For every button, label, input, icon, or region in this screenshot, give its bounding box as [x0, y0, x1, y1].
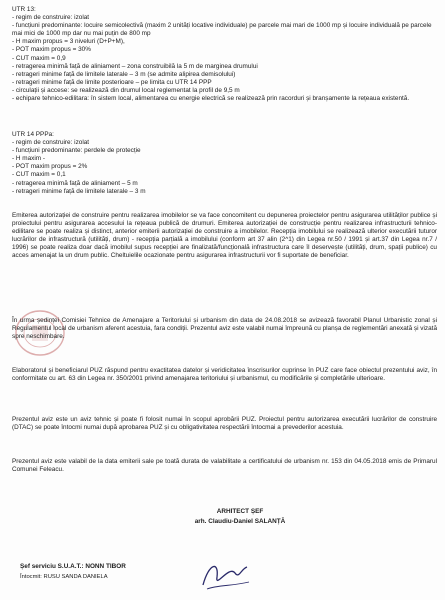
- utr13-line: - echipare tehnico-edilitara: în sistem local, alimentarea cu energie electrică se realizează prin racorduri și branșamente la rețeaua existentă.: [12, 95, 410, 103]
- architect-name: arh. Claudiu-Daniel SALANȚĂ: [194, 518, 286, 525]
- utr13-line: - circulații și accese: se realizează din drumul local reglementat la profil de 9,5 m: [12, 86, 240, 94]
- utr13-line: - retragerea minimă față de aliniament – zona construibilă la 5 m de marginea drumului: [12, 62, 258, 70]
- architect-title: ARHITECT ȘEF: [216, 508, 264, 515]
- utr14-line: - H maxim -: [12, 155, 46, 163]
- utr13-section: [12, 6, 437, 103]
- head-of-service: Șef serviciu S.U.A.T.: NONN TIBOR: [20, 563, 126, 570]
- paragraph-technical-notice: Prezentul aviz este un aviz tehnic și poate fi folosit numai în scopul aprobării PUZ. Proiectul pentru autorizarea executării lucrărilor de construire (DTAC) se poate întocmi numai după aprobarea PUZ și cu obligativitatea respectării întocmai a prevederilor acestuia.: [12, 416, 437, 432]
- utr13-heading: UTR 13:: [12, 6, 36, 13]
- utr13-line: - retrageri minime față de limitele laterale – 3 m (se admite alipirea demisolului): [12, 70, 236, 78]
- prepared-by: Întocmit: RUSU SANDA DANIELA: [20, 574, 108, 580]
- paragraph-committee: În urma ședinței Comisiei Tehnice de Amenajare a Teritoriului și urbanism din data de 24.08.2018 se avizează favorabil Planul Urbanistic zonal și Regulamentul local de urbanism aferent acestuia, fara condiții. Prezentul aviz este valabil numai împreună cu planșa de reglementări anexată și vizată spre neschimbare.: [12, 317, 437, 341]
- utr13-line: - POT maxim propus = 30%: [12, 46, 91, 54]
- utr14-line: - retragerea minimă față de aliniament – 5 m: [12, 179, 138, 187]
- utr14-line: - CUT maxim = 0,1: [12, 171, 66, 179]
- paragraph-validity: Prezentul aviz este valabil de la data emiterii sale pe toată durata de valabilitate a certificatului de urbanism nr. 153 din 04.05.2018 emis de Primarul Comunei Feleacu.: [12, 458, 437, 474]
- paragraph-authorization: Emiterea autorizației de construire pentru realizarea imobilelor se va face concomitent cu depunerea proiectelor pentru asigurarea utilităților publice și proiectului pentru asigurarea accesului la rețeaua publică de drumuri. Emiterea autorizației de construcție pentru realizarea infrastructurii tehnico-edilitare se poate realiza și distinct, anterior emiterii autorizației de construire a imobilelor. Recepția imobilului se realizează ulterior executării tuturor lucrărilor de infrastructură (utilități, drum) - recepția parțială a imobilului (conform art 37 alin (2^1) din Legea nr.50 / 1991 și art.37 din Legea nr.7 / 1996) se poate realiza doar dacă imobilul supus recepției are finalizată/funcțională infrastructura care îl deservește (utilități, drum, spații publice) cu acces amenajat la un drum public. Cheltuielile ocazionate pentru asigurarea infrastructurii vor fi suportate de beneficiar.: [12, 212, 437, 260]
- paragraph-responsibility: Elaboratorul și beneficiarul PUZ răspund pentru exactitatea datelor și veridicitatea înscrisurilor cuprinse în PUZ care face obiectul prezentului aviz, în conformitate cu art. 63 din Legea nr. 350/2001 privind amenajarea teritoriului și urbanismul, cu modificările și completările ulterioare.: [12, 367, 437, 383]
- signature-scribble: [195, 555, 255, 595]
- utr14-line: - regim de construire: izolat: [12, 139, 90, 147]
- utr14-line: - retrageri minime față de limitele laterale – 3 m: [12, 187, 146, 195]
- utr14-line: - POT maxim propus = 2%: [12, 163, 88, 171]
- utr13-line: - funcțiuni predominante: locuire semicolectivă (maxim 2 unități locative individuale) pe parcele mai mari de 1000 mp și locuire individuală pe parcele mai mici de 1000 mp dar nu mai puțin de 800 mp: [12, 22, 432, 38]
- utr14-section: [12, 131, 437, 196]
- utr13-line: - retrageri minime față de limite posterioare – pe limita cu UTR 14 PPP: [12, 78, 212, 86]
- utr14-heading: UTR 14 PPPa:: [12, 131, 54, 138]
- utr14-line: - funcțiuni predominante: perdele de protecție: [12, 147, 141, 155]
- utr13-line: - H maxim propus = 3 niveluri (D+P+M),: [12, 38, 125, 46]
- utr13-line: - CUT maxim = 0,9: [12, 54, 66, 62]
- utr13-line: - regim de construire: izolat: [12, 14, 90, 22]
